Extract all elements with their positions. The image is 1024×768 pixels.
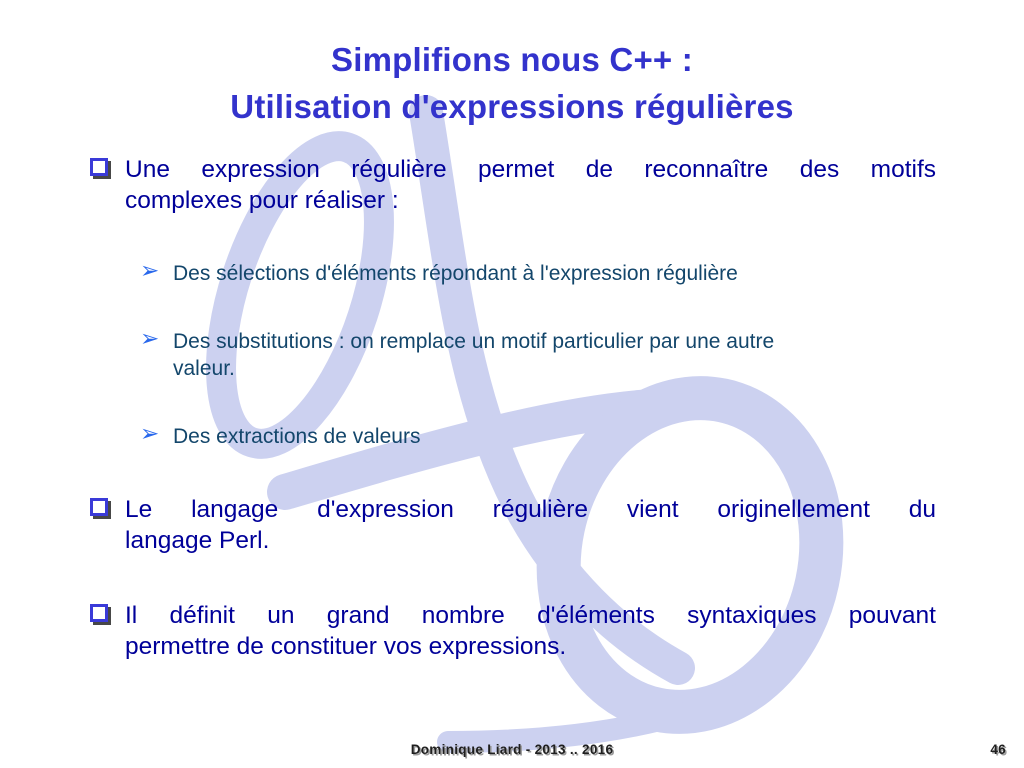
sub-bullet-item-2-line1: Des substitutions : on remplace un motif particulier par une autre <box>173 330 775 353</box>
square-bullet-icon <box>90 158 108 176</box>
bullet-item-3-line1: Il définit un grand nombre d'éléments syntaxiques pouvant <box>125 602 936 629</box>
sub-bullet-item-2 <box>140 325 936 382</box>
sub-bullet-item-2-line2: valeur. <box>173 357 235 380</box>
sub-bullet-item-3-text: Des extractions de valeurs <box>173 425 421 448</box>
footer-author: Dominique Liard - 2013 .. 2016 <box>410 742 614 757</box>
page-title-line1: Simplifions nous C++ : <box>331 41 693 78</box>
arrowhead-bullet-icon: ➢ <box>140 325 160 351</box>
bullet-item-3-line2: permettre de constituer vos expressions. <box>125 633 567 660</box>
sub-bullet-list <box>140 257 936 450</box>
slide-body <box>88 154 936 662</box>
page-title-line2: Utilisation d'expressions régulières <box>230 88 794 125</box>
bullet-item-1 <box>88 154 936 216</box>
square-bullet-icon <box>90 604 108 622</box>
bullet-item-1-line1: Une expression régulière permet de reconnaître des motifs <box>125 156 936 183</box>
sub-bullet-item-1-text: Des sélections d'éléments répondant à l'expression régulière <box>173 262 738 285</box>
arrowhead-bullet-icon: ➢ <box>140 420 160 446</box>
page-number: 46 <box>990 742 1006 757</box>
bullet-item-2-line1: Le langage d'expression régulière vient originellement du <box>125 496 936 523</box>
sub-bullet-item-1 <box>140 257 936 287</box>
arrowhead-bullet-icon: ➢ <box>140 257 160 283</box>
page-title <box>0 36 1024 130</box>
sub-bullet-item-3 <box>140 420 936 450</box>
bullet-item-2 <box>88 494 936 556</box>
slide-footer <box>0 742 1024 762</box>
bullet-item-3 <box>88 600 936 662</box>
bullet-item-1-line2: complexes pour réaliser : <box>125 187 399 214</box>
square-bullet-icon <box>90 498 108 516</box>
bullet-item-2-line2: langage Perl. <box>125 527 270 554</box>
